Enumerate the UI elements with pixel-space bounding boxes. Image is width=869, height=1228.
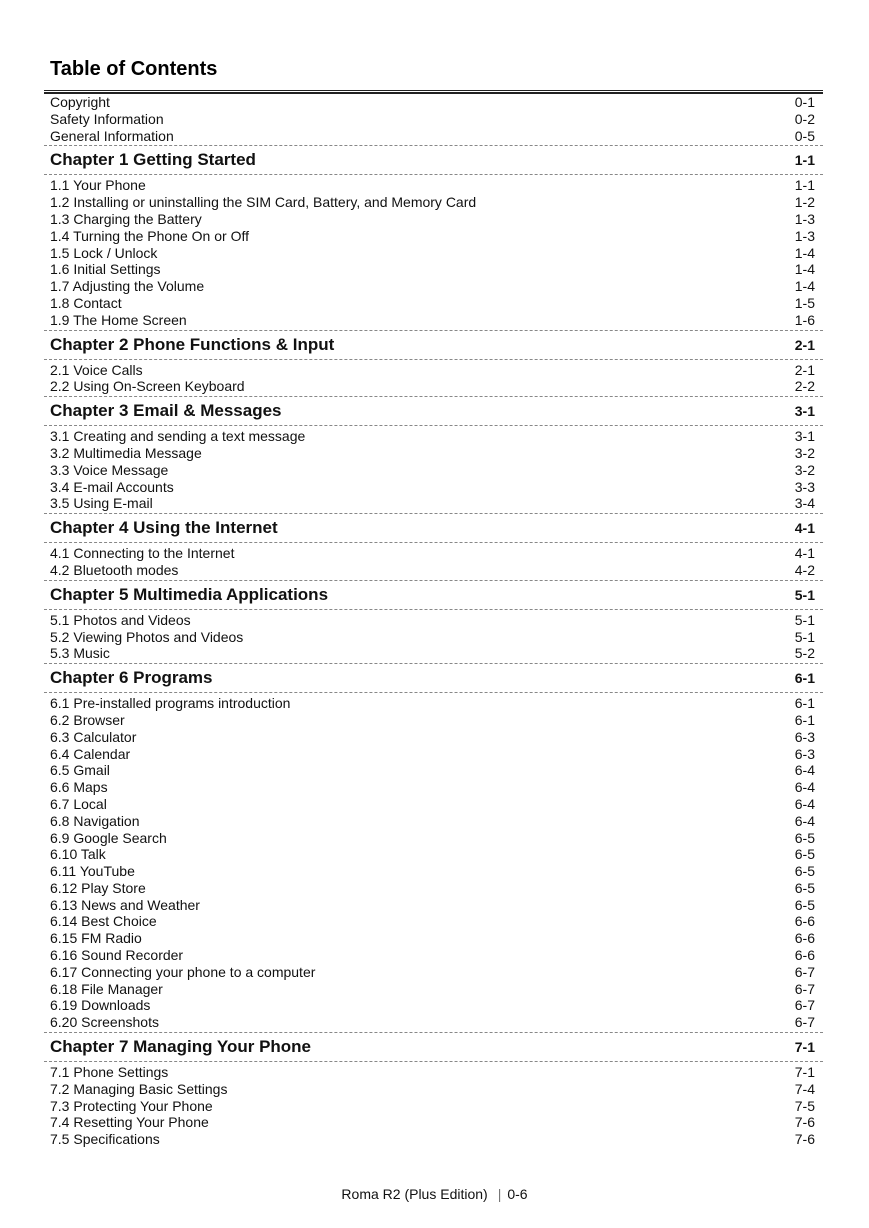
toc-entry[interactable]	[44, 228, 823, 245]
toc-entry[interactable]	[44, 378, 823, 395]
chapter-page: 2-1	[794, 336, 815, 353]
chapter-title: Chapter 5 Multimedia Applications	[50, 584, 329, 604]
footer-page-number: 0-6	[507, 1186, 528, 1202]
toc-entry[interactable]	[44, 712, 823, 729]
section-label: 4.1 Connecting to the Internet	[50, 545, 235, 562]
toc-entry[interactable]	[44, 997, 823, 1014]
chapter-heading[interactable]	[44, 1033, 823, 1062]
toc-entry-page: 0-2	[794, 110, 815, 127]
toc-entry[interactable]	[44, 1081, 823, 1098]
section-label: 4.2 Bluetooth modes	[50, 561, 179, 578]
section-page: 1-4	[794, 244, 815, 261]
chapter-section-list	[44, 545, 823, 581]
section-label: 3.2 Multimedia Message	[50, 444, 202, 461]
chapter-page: 7-1	[794, 1039, 815, 1056]
section-page: 2-2	[794, 378, 815, 395]
section-label: 6.8 Navigation	[50, 812, 140, 829]
toc-entry[interactable]	[44, 779, 823, 796]
section-page: 5-1	[794, 611, 815, 628]
chapter-page: 4-1	[794, 520, 815, 537]
section-label: 1.8 Contact	[50, 294, 122, 311]
chapter-section-list	[44, 1064, 823, 1149]
front-matter-list	[44, 94, 823, 146]
toc-entry[interactable]	[44, 880, 823, 897]
section-page: 6-4	[794, 762, 815, 779]
toc-entry[interactable]	[44, 1098, 823, 1115]
section-page: 1-2	[794, 194, 815, 211]
chapter-page: 6-1	[794, 670, 815, 687]
section-label: 7.5 Specifications	[50, 1131, 160, 1148]
section-page: 7-6	[794, 1131, 815, 1148]
chapter-heading[interactable]	[44, 146, 823, 175]
section-label: 6.19 Downloads	[50, 997, 151, 1014]
toc-entry[interactable]	[44, 729, 823, 746]
section-page: 3-1	[794, 428, 815, 445]
chapter-page: 3-1	[794, 403, 815, 420]
section-label: 5.3 Music	[50, 645, 110, 662]
footer-document-name: Roma R2 (Plus Edition)	[341, 1186, 488, 1202]
section-page: 6-4	[794, 779, 815, 796]
section-page: 1-4	[794, 261, 815, 278]
section-label: 7.4 Resetting Your Phone	[50, 1114, 209, 1131]
section-label: 6.15 FM Radio	[50, 930, 142, 947]
chapter-heading[interactable]	[44, 581, 823, 610]
chapter-title: Chapter 4 Using the Internet	[50, 518, 278, 538]
toc-entry[interactable]	[44, 846, 823, 863]
section-label: 6.6 Maps	[50, 779, 108, 796]
section-label: 6.2 Browser	[50, 711, 125, 728]
chapter-heading[interactable]	[44, 514, 823, 543]
section-page: 1-1	[794, 177, 815, 194]
page-title: Table of Contents	[50, 58, 218, 80]
toc-entry[interactable]	[44, 981, 823, 998]
section-page: 6-5	[794, 896, 815, 913]
section-page: 5-2	[794, 645, 815, 662]
toc-entry[interactable]	[44, 211, 823, 228]
chapter-section-list	[44, 695, 823, 1033]
chapter-section-list	[44, 362, 823, 398]
toc-entry[interactable]	[44, 479, 823, 496]
section-page: 1-3	[794, 210, 815, 227]
chapter-title: Chapter 3 Email & Messages	[50, 401, 282, 421]
chapter-title: Chapter 1 Getting Started	[50, 150, 256, 170]
section-label: 6.3 Calculator	[50, 728, 137, 745]
section-page: 6-4	[794, 812, 815, 829]
section-label: 6.12 Play Store	[50, 879, 146, 896]
toc-entry[interactable]	[44, 428, 823, 445]
section-page: 1-5	[794, 294, 815, 311]
toc-entry[interactable]	[44, 94, 823, 111]
section-label: 6.17 Connecting your phone to a computer	[50, 963, 316, 980]
section-page: 6-7	[794, 963, 815, 980]
section-page: 4-1	[794, 545, 815, 562]
toc-entry[interactable]	[44, 362, 823, 379]
toc-entry[interactable]	[44, 1114, 823, 1131]
toc-entry[interactable]	[44, 562, 823, 579]
toc-entry[interactable]	[44, 445, 823, 462]
section-label: 6.13 News and Weather	[50, 896, 200, 913]
toc-entry[interactable]	[44, 762, 823, 779]
section-page: 3-2	[794, 461, 815, 478]
section-page: 6-7	[794, 997, 815, 1014]
section-label: 6.5 Gmail	[50, 762, 110, 779]
toc-entry-page: 0-5	[794, 127, 815, 144]
toc-entry[interactable]	[44, 947, 823, 964]
toc-entry[interactable]	[44, 545, 823, 562]
section-page: 6-5	[794, 846, 815, 863]
chapter-page: 5-1	[794, 586, 815, 603]
toc-entry[interactable]	[44, 462, 823, 479]
section-label: 1.9 The Home Screen	[50, 311, 187, 328]
section-page: 3-2	[794, 444, 815, 461]
toc-entry-page: 0-1	[794, 94, 815, 110]
chapter-heading[interactable]	[44, 397, 823, 426]
section-page: 6-5	[794, 879, 815, 896]
toc-entry[interactable]	[44, 796, 823, 813]
toc-entry[interactable]	[44, 278, 823, 295]
toc-entry[interactable]	[44, 897, 823, 914]
section-label: 6.16 Sound Recorder	[50, 947, 184, 964]
chapter-section-list	[44, 177, 823, 330]
chapter-title: Chapter 2 Phone Functions & Input	[50, 334, 335, 354]
toc-entry-label: Copyright	[50, 94, 110, 110]
section-label: 3.5 Using E-mail	[50, 495, 153, 512]
toc-entry[interactable]	[44, 746, 823, 763]
table-of-contents	[44, 94, 823, 1149]
section-label: 3.3 Voice Message	[50, 461, 169, 478]
section-label: 2.2 Using On-Screen Keyboard	[50, 378, 245, 395]
toc-entry[interactable]	[44, 645, 823, 662]
page-footer	[0, 1186, 869, 1202]
section-label: 6.10 Talk	[50, 846, 106, 863]
section-page: 1-6	[794, 311, 815, 328]
toc-entry[interactable]	[44, 964, 823, 981]
section-page: 6-7	[794, 1014, 815, 1031]
section-page: 7-4	[794, 1080, 815, 1097]
toc-entry[interactable]	[44, 1014, 823, 1031]
section-label: 7.2 Managing Basic Settings	[50, 1080, 228, 1097]
section-label: 2.1 Voice Calls	[50, 361, 143, 378]
section-page: 7-6	[794, 1114, 815, 1131]
section-page: 6-6	[794, 913, 815, 930]
section-label: 1.1 Your Phone	[50, 177, 146, 194]
toc-entry[interactable]	[44, 111, 823, 128]
section-label: 6.9 Google Search	[50, 829, 167, 846]
section-label: 1.4 Turning the Phone On or Off	[50, 227, 249, 244]
section-page: 7-5	[794, 1097, 815, 1114]
section-label: 1.3 Charging the Battery	[50, 210, 202, 227]
section-label: 5.2 Viewing Photos and Videos	[50, 628, 244, 645]
toc-entry[interactable]	[44, 312, 823, 329]
section-page: 3-4	[794, 495, 815, 512]
chapter-section-list	[44, 428, 823, 514]
section-page: 4-2	[794, 561, 815, 578]
toc-entry[interactable]	[44, 261, 823, 278]
section-label: 1.2 Installing or uninstalling the SIM Card, Battery, and Memory Card	[50, 194, 477, 211]
section-page: 6-1	[794, 711, 815, 728]
footer-separator: |	[497, 1186, 502, 1202]
chapter-title: Chapter 7 Managing Your Phone	[50, 1037, 312, 1057]
toc-entry[interactable]	[44, 1064, 823, 1081]
section-label: 3.1 Creating and sending a text message	[50, 428, 306, 445]
section-label: 6.18 File Manager	[50, 980, 163, 997]
section-label: 1.7 Adjusting the Volume	[50, 278, 205, 295]
section-page: 6-7	[794, 980, 815, 997]
toc-entry-label: General Information	[50, 127, 174, 144]
toc-entry[interactable]	[44, 295, 823, 312]
section-page: 2-1	[794, 361, 815, 378]
toc-entry[interactable]	[44, 813, 823, 830]
section-label: 7.1 Phone Settings	[50, 1064, 169, 1081]
chapter-section-list	[44, 612, 823, 664]
toc-entry[interactable]	[44, 863, 823, 880]
section-label: 6.1 Pre-installed programs introduction	[50, 695, 291, 712]
toc-entry[interactable]	[44, 194, 823, 211]
chapter-heading[interactable]	[44, 664, 823, 693]
toc-entry[interactable]	[44, 930, 823, 947]
toc-entry[interactable]	[44, 245, 823, 262]
toc-entry-label: Safety Information	[50, 110, 164, 127]
section-page: 6-5	[794, 863, 815, 880]
toc-entry[interactable]	[44, 128, 823, 145]
section-label: 6.11 YouTube	[50, 863, 135, 880]
section-label: 6.7 Local	[50, 795, 107, 812]
section-label: 6.14 Best Choice	[50, 913, 157, 930]
section-page: 6-4	[794, 795, 815, 812]
toc-entry[interactable]	[44, 830, 823, 847]
section-page: 6-6	[794, 930, 815, 947]
section-page: 6-3	[794, 745, 815, 762]
chapter-heading[interactable]	[44, 331, 823, 360]
toc-entry[interactable]	[44, 695, 823, 712]
section-label: 5.1 Photos and Videos	[50, 611, 191, 628]
section-page: 6-5	[794, 829, 815, 846]
toc-entry[interactable]	[44, 495, 823, 512]
section-page: 6-3	[794, 728, 815, 745]
toc-entry[interactable]	[44, 612, 823, 629]
section-label: 1.5 Lock / Unlock	[50, 244, 158, 261]
section-page: 6-1	[794, 695, 815, 712]
toc-entry[interactable]	[44, 1131, 823, 1148]
chapter-page: 1-1	[794, 152, 815, 169]
toc-entry[interactable]	[44, 629, 823, 646]
section-page: 5-1	[794, 628, 815, 645]
section-page: 1-3	[794, 227, 815, 244]
toc-entry[interactable]	[44, 913, 823, 930]
section-label: 3.4 E-mail Accounts	[50, 478, 174, 495]
section-page: 7-1	[794, 1064, 815, 1081]
section-label: 6.20 Screenshots	[50, 1014, 159, 1031]
toc-entry[interactable]	[44, 177, 823, 194]
chapter-title: Chapter 6 Programs	[50, 668, 213, 688]
section-page: 3-3	[794, 478, 815, 495]
section-page: 6-6	[794, 947, 815, 964]
section-label: 6.4 Calendar	[50, 745, 131, 762]
section-label: 7.3 Protecting Your Phone	[50, 1097, 213, 1114]
section-label: 1.6 Initial Settings	[50, 261, 161, 278]
section-page: 1-4	[794, 278, 815, 295]
